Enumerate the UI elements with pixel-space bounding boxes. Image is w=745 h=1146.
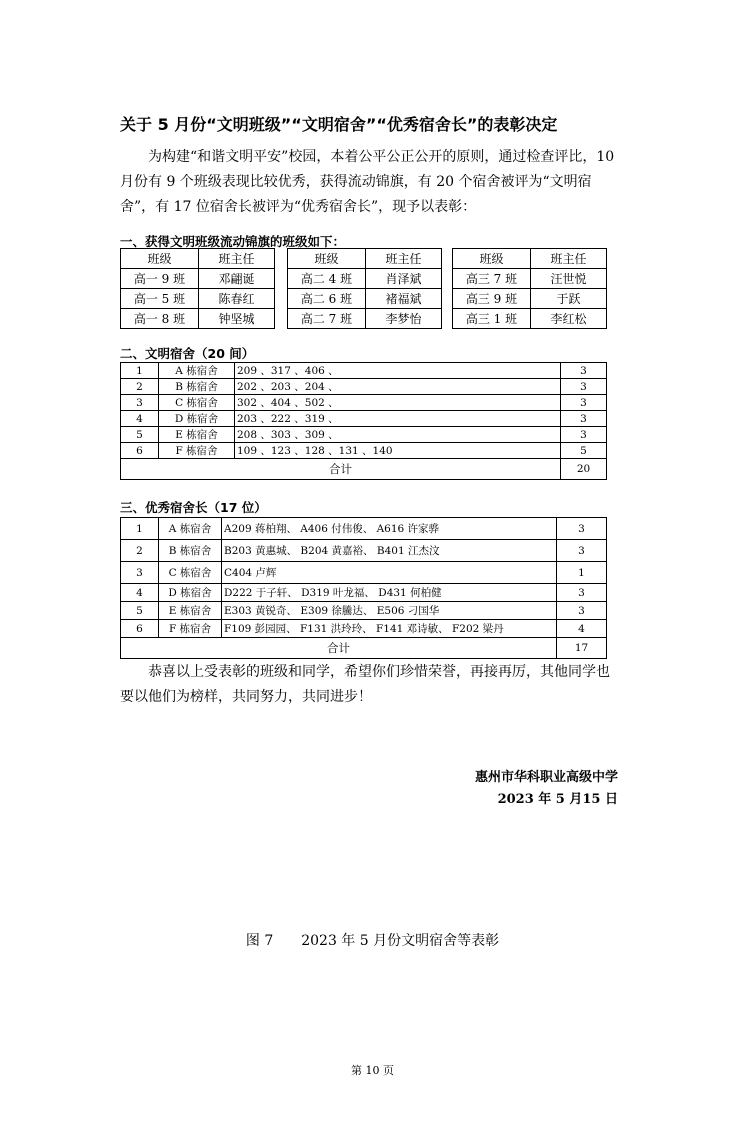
class-table-3	[452, 248, 607, 329]
class-cell: 高二 6 班	[288, 289, 366, 309]
building-cell: D 栋宿舍	[159, 411, 235, 427]
names-cell: B203 黄惠城、 B204 黄嘉裕、 B401 江杰汶	[222, 540, 557, 562]
table-row	[453, 309, 607, 329]
teacher-cell: 陈春红	[199, 289, 275, 309]
building-cell: B 栋宿舍	[159, 540, 222, 562]
teacher-cell: 李梦怡	[366, 309, 442, 329]
count-cell: 3	[561, 379, 607, 395]
building-cell: E 栋宿舍	[159, 602, 222, 620]
teacher-cell: 邓翩诞	[199, 269, 275, 289]
section3-heading: 三、优秀宿舍长（17 位）	[120, 500, 267, 515]
section2-heading: 二、文明宿舍（20 间）	[120, 346, 255, 361]
page-number: 第 10 页	[351, 1064, 394, 1077]
signature-school: 惠州市华科职业高级中学	[474, 770, 618, 785]
count-cell: 1	[557, 562, 607, 584]
building-cell: A 栋宿舍	[159, 518, 222, 540]
table-header-row	[121, 249, 275, 269]
leader-table	[120, 517, 607, 659]
table-row	[121, 518, 607, 540]
dorm-table	[120, 362, 607, 480]
table-row	[121, 289, 275, 309]
names-cell: D222 于子轩、 D319 叶龙福、 D431 何柏健	[222, 584, 557, 602]
teacher-cell: 于跃	[531, 289, 607, 309]
class-table-2	[287, 248, 442, 329]
header-class: 班级	[453, 249, 531, 269]
count-cell: 3	[561, 427, 607, 443]
count-cell: 5	[561, 443, 607, 459]
no-cell: 6	[121, 620, 159, 638]
rooms-cell: 209 、317 、406 、	[235, 363, 561, 379]
no-cell: 4	[121, 411, 159, 427]
table-row	[121, 562, 607, 584]
building-cell: C 栋宿舍	[159, 562, 222, 584]
teacher-cell: 褚福斌	[366, 289, 442, 309]
table-row	[121, 443, 607, 459]
class-cell: 高一 5 班	[121, 289, 199, 309]
intro-paragraph	[120, 145, 620, 220]
class-cell: 高三 7 班	[453, 269, 531, 289]
count-cell: 3	[561, 411, 607, 427]
table-row	[453, 269, 607, 289]
table-row	[121, 584, 607, 602]
class-cell: 高一 8 班	[121, 309, 199, 329]
class-cell: 高二 7 班	[288, 309, 366, 329]
table-row	[453, 289, 607, 309]
building-cell: F 栋宿舍	[159, 443, 235, 459]
closing-paragraph	[120, 660, 620, 710]
names-cell: A209 蒋柏翔、 A406 付伟俊、 A616 许家骅	[222, 518, 557, 540]
total-row	[121, 459, 607, 480]
no-cell: 5	[121, 427, 159, 443]
header-teacher: 班主任	[531, 249, 607, 269]
count-cell: 3	[557, 584, 607, 602]
table-row	[121, 269, 275, 289]
class-cell: 高三 1 班	[453, 309, 531, 329]
rooms-cell: 302 、404 、502 、	[235, 395, 561, 411]
rooms-cell: 109 、123 、128 、131 、140	[235, 443, 561, 459]
class-cell: 高三 9 班	[453, 289, 531, 309]
table-row	[121, 395, 607, 411]
building-cell: A 栋宿舍	[159, 363, 235, 379]
signature-date: 2023 年 5 月15 日	[497, 792, 618, 807]
table-row	[121, 620, 607, 638]
table-row	[288, 289, 442, 309]
table-row	[121, 427, 607, 443]
names-cell: E303 黄锐奇、 E309 徐騰达、 E506 刁国华	[222, 602, 557, 620]
header-teacher: 班主任	[199, 249, 275, 269]
table-row	[121, 379, 607, 395]
section1-heading: 一、获得文明班级流动锦旗的班级如下：	[120, 234, 346, 249]
document-title: 关于 5 月份“文明班级”“文明宿舍”“优秀宿舍长”的表彰决定	[120, 115, 558, 134]
table-row	[288, 309, 442, 329]
rooms-cell: 202 、203 、204 、	[235, 379, 561, 395]
rooms-cell: 203 、222 、319 、	[235, 411, 561, 427]
table-row	[121, 363, 607, 379]
header-class: 班级	[121, 249, 199, 269]
table-header-row	[453, 249, 607, 269]
figure-caption: 图 7 2023 年 5 月份文明宿舍等表彰	[245, 933, 500, 949]
total-count: 20	[561, 459, 607, 480]
no-cell: 1	[121, 518, 159, 540]
header-class: 班级	[288, 249, 366, 269]
header-teacher: 班主任	[366, 249, 442, 269]
class-cell: 高二 4 班	[288, 269, 366, 289]
building-cell: D 栋宿舍	[159, 584, 222, 602]
no-cell: 2	[121, 540, 159, 562]
total-label: 合计	[121, 638, 557, 659]
table-header-row	[288, 249, 442, 269]
no-cell: 2	[121, 379, 159, 395]
building-cell: C 栋宿舍	[159, 395, 235, 411]
building-cell: E 栋宿舍	[159, 427, 235, 443]
no-cell: 5	[121, 602, 159, 620]
teacher-cell: 汪世悦	[531, 269, 607, 289]
class-cell: 高一 9 班	[121, 269, 199, 289]
no-cell: 6	[121, 443, 159, 459]
teacher-cell: 钟坚城	[199, 309, 275, 329]
count-cell: 3	[557, 518, 607, 540]
table-row	[121, 540, 607, 562]
total-row	[121, 638, 607, 659]
rooms-cell: 208 、303 、309 、	[235, 427, 561, 443]
count-cell: 3	[561, 363, 607, 379]
count-cell: 3	[557, 540, 607, 562]
no-cell: 3	[121, 562, 159, 584]
teacher-cell: 李红松	[531, 309, 607, 329]
count-cell: 3	[561, 395, 607, 411]
building-cell: F 栋宿舍	[159, 620, 222, 638]
teacher-cell: 肖泽斌	[366, 269, 442, 289]
closing-text: 恭喜以上受表彰的班级和同学，希望你们珍惜荣誉，再接再厉，其他同学也要以他们为榜样，共同努力，共同进步！	[120, 664, 610, 705]
names-cell: F109 彭园园、 F131 洪玲玲、 F141 邓诗敏、 F202 梁丹	[222, 620, 557, 638]
class-table-1	[120, 248, 275, 329]
table-row	[288, 269, 442, 289]
names-cell: C404 卢辉	[222, 562, 557, 584]
table-row	[121, 411, 607, 427]
building-cell: B 栋宿舍	[159, 379, 235, 395]
table-row	[121, 602, 607, 620]
count-cell: 4	[557, 620, 607, 638]
no-cell: 1	[121, 363, 159, 379]
table-row	[121, 309, 275, 329]
total-count: 17	[557, 638, 607, 659]
no-cell: 4	[121, 584, 159, 602]
no-cell: 3	[121, 395, 159, 411]
total-label: 合计	[121, 459, 561, 480]
intro-text: 为构建“和谐文明平安”校园，本着公平公正公开的原则，通过检查评比，10 月份有 9 个班级表现比较优秀，获得流动锦旗，有 20 个宿舍被评为“文明宿舍”，有 17 位宿舍长被评为“优秀宿舍长”，现予以表彰：	[120, 149, 615, 215]
count-cell: 3	[557, 602, 607, 620]
